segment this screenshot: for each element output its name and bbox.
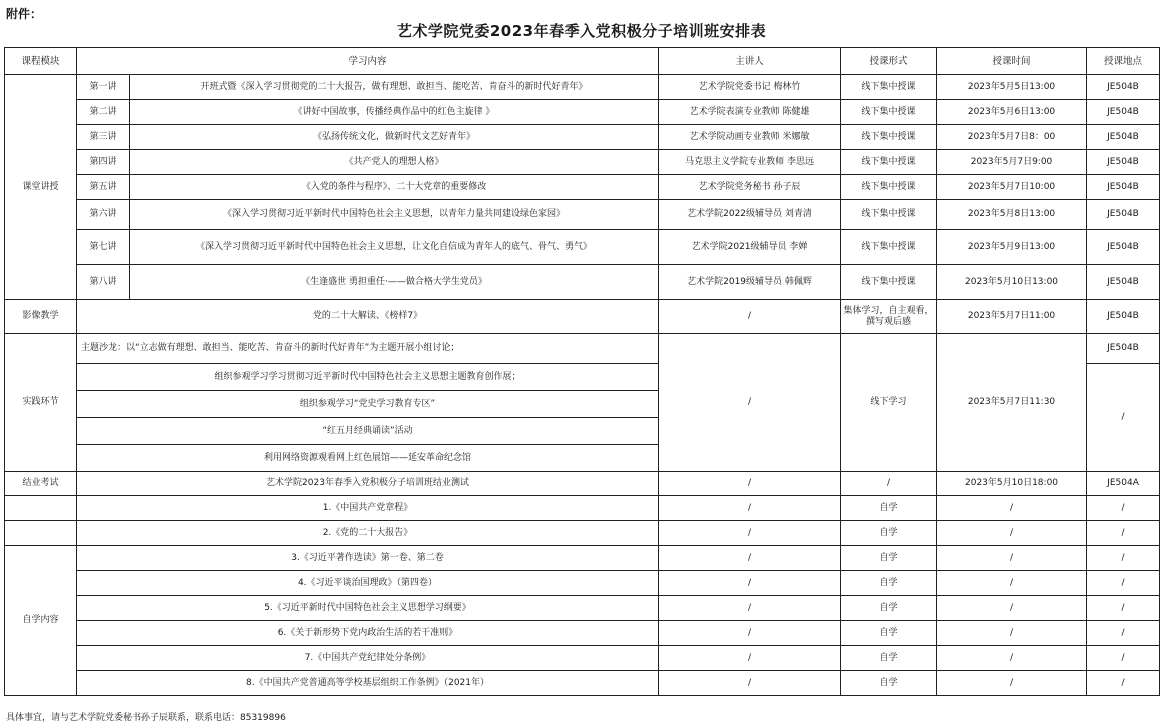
lecture-form: 线下集中授课 [841,100,937,125]
header-content: 学习内容 [77,48,659,75]
header-form: 授课形式 [841,48,937,75]
lecture-place: JE504B [1087,150,1160,175]
table-row [5,175,1160,200]
table-row [5,125,1160,150]
practice-form: 线下学习 [841,334,937,472]
contact-note: 具体事宜，请与艺术学院党委秘书孙子辰联系，联系电话：85319896 [6,713,286,723]
self-study-place: / [1087,596,1160,621]
self-study-place: / [1087,521,1160,546]
table-row [5,671,1160,696]
lecture-content: 《深入学习贯彻习近平新时代中国特色社会主义思想，以青年力量共同建设绿色家园》 [130,200,659,230]
self-study-speaker: / [659,496,841,521]
lecture-number: 第八讲 [77,265,130,300]
table-row [5,571,1160,596]
self-study-speaker: / [659,571,841,596]
lecture-place: JE504B [1087,200,1160,230]
table-row [5,150,1160,175]
self-study-time: / [937,621,1087,646]
self-study-place: / [1087,671,1160,696]
lecture-form: 线下集中授课 [841,230,937,265]
lecture-speaker: 艺术学院表演专业教师 陈健雄 [659,100,841,125]
table-row [5,265,1160,300]
header-module: 课程模块 [5,48,77,75]
self-study-place: / [1087,546,1160,571]
module-video: 影像教学 [5,300,77,334]
lecture-form: 线下集中授课 [841,75,937,100]
lecture-time: 2023年5月7日8：00 [937,125,1087,150]
practice-speaker: / [659,334,841,472]
lecture-speaker: 艺术学院动画专业教师 米娜敏 [659,125,841,150]
video-time: 2023年5月7日11:00 [937,300,1087,334]
self-study-form: 自学 [841,546,937,571]
lecture-speaker: 艺术学院2021级辅导员 李婵 [659,230,841,265]
self-study-speaker: / [659,596,841,621]
lecture-time: 2023年5月7日10:00 [937,175,1087,200]
lecture-time: 2023年5月5日13:00 [937,75,1087,100]
table-row [5,621,1160,646]
self-study-form: 自学 [841,571,937,596]
self-study-place: / [1087,496,1160,521]
practice-item: 组织参观学习“党史学习教育专区” [77,391,659,418]
self-study-place: / [1087,646,1160,671]
lecture-number: 第五讲 [77,175,130,200]
table-row [5,521,1160,546]
exam-form: / [841,472,937,496]
module-empty [5,496,77,521]
lecture-speaker: 艺术学院党务秘书 孙子辰 [659,175,841,200]
lecture-content: 《讲好中国故事，传播经典作品中的红色主旋律 》 [130,100,659,125]
table-row [5,646,1160,671]
self-study-form: 自学 [841,671,937,696]
practice-item: “红五月经典诵读”活动 [77,418,659,445]
lecture-number: 第七讲 [77,230,130,265]
exam-time: 2023年5月10日18:00 [937,472,1087,496]
lecture-place: JE504B [1087,75,1160,100]
table-row [5,472,1160,496]
lecture-number: 第六讲 [77,200,130,230]
self-study-speaker: / [659,546,841,571]
practice-item: 利用网络资源观看网上红色展馆——延安革命纪念馆 [77,445,659,472]
practice-time: 2023年5月7日11:30 [937,334,1087,472]
self-study-speaker: / [659,621,841,646]
lecture-speaker: 马克思主义学院专业教师 李思远 [659,150,841,175]
video-place: JE504B [1087,300,1160,334]
self-study-content: 4.《习近平谈治国理政》（第四卷） [77,571,659,596]
video-content: 党的二十大解读、《榜样7》 [77,300,659,334]
self-study-content: 7.《中国共产党纪律处分条例》 [77,646,659,671]
table-row [5,546,1160,571]
self-study-time: / [937,596,1087,621]
lecture-time: 2023年5月10日13:00 [937,265,1087,300]
module-lecture: 课堂讲授 [5,75,77,300]
lecture-place: JE504B [1087,175,1160,200]
self-study-content: 1.《中国共产党章程》 [77,496,659,521]
table-row [5,334,1160,364]
lecture-number: 第三讲 [77,125,130,150]
lecture-content: 《深入学习贯彻习近平新时代中国特色社会主义思想，让文化自信成为青年人的底气、骨气、勇气》 [130,230,659,265]
module-exam: 结业考试 [5,472,77,496]
attachment-label: 附件： [6,7,43,21]
self-study-time: / [937,646,1087,671]
table-row [5,200,1160,230]
lecture-form: 线下集中授课 [841,150,937,175]
self-study-content: 2.《党的二十大报告》 [77,521,659,546]
self-study-speaker: / [659,646,841,671]
self-study-time: / [937,496,1087,521]
lecture-place: JE504B [1087,125,1160,150]
practice-place: / [1087,364,1160,472]
self-study-speaker: / [659,521,841,546]
practice-item: 组织参观学习学习贯彻习近平新时代中国特色社会主义思想主题教育创作展； [77,364,659,391]
self-study-form: 自学 [841,646,937,671]
video-speaker: / [659,300,841,334]
table-row [5,496,1160,521]
lecture-form: 线下集中授课 [841,125,937,150]
table-row [5,75,1160,100]
header-time: 授课时间 [937,48,1087,75]
lecture-content: 《生逢盛世 勇担重任·——做合格大学生党员》 [130,265,659,300]
lecture-speaker: 艺术学院党委书记 梅林竹 [659,75,841,100]
lecture-form: 线下集中授课 [841,265,937,300]
self-study-time: / [937,546,1087,571]
lecture-content: 《入党的条件与程序》、二十大党章的重要修改 [130,175,659,200]
self-study-time: / [937,521,1087,546]
table-row [5,596,1160,621]
exam-place: JE504A [1087,472,1160,496]
self-study-content: 8.《中国共产党普通高等学校基层组织工作条例》（2021年） [77,671,659,696]
self-study-form: 自学 [841,521,937,546]
self-study-time: / [937,571,1087,596]
table-row [5,100,1160,125]
lecture-speaker: 艺术学院2019级辅导员 韩佩辉 [659,265,841,300]
module-self-study: 自学内容 [5,546,77,696]
self-study-form: 自学 [841,496,937,521]
self-study-content: 5.《习近平新时代中国特色社会主义思想学习纲要》 [77,596,659,621]
practice-item: 主题沙龙：以“立志做有理想、敢担当、能吃苦、肯奋斗的新时代好青年”为主题开展小组讨论； [77,334,659,364]
self-study-content: 3.《习近平著作选读》第一卷、第二卷 [77,546,659,571]
module-empty [5,521,77,546]
table-row [5,230,1160,265]
lecture-place: JE504B [1087,265,1160,300]
lecture-content: 《弘扬传统文化，做新时代文艺好青年》 [130,125,659,150]
self-study-content: 6.《关于新形势下党内政治生活的若干准则》 [77,621,659,646]
table-row [5,300,1160,334]
lecture-time: 2023年5月6日13:00 [937,100,1087,125]
lecture-number: 第一讲 [77,75,130,100]
lecture-time: 2023年5月7日9:00 [937,150,1087,175]
header-speaker: 主讲人 [659,48,841,75]
lecture-time: 2023年5月9日13:00 [937,230,1087,265]
practice-place: JE504B [1087,334,1160,364]
lecture-form: 线下集中授课 [841,175,937,200]
self-study-place: / [1087,621,1160,646]
lecture-time: 2023年5月8日13:00 [937,200,1087,230]
lecture-form: 线下集中授课 [841,200,937,230]
lecture-place: JE504B [1087,230,1160,265]
self-study-form: 自学 [841,596,937,621]
self-study-time: / [937,671,1087,696]
video-form: 集体学习，自主观看，撰写观后感 [841,300,937,334]
lecture-speaker: 艺术学院2022级辅导员 刘青清 [659,200,841,230]
lecture-number: 第四讲 [77,150,130,175]
exam-speaker: / [659,472,841,496]
header-place: 授课地点 [1087,48,1160,75]
schedule-table [4,47,1160,696]
header-row [5,48,1160,75]
lecture-place: JE504B [1087,100,1160,125]
module-practice: 实践环节 [5,334,77,472]
page-title: 艺术学院党委2023年春季入党积极分子培训班安排表 [396,22,767,40]
lecture-number: 第二讲 [77,100,130,125]
self-study-place: / [1087,571,1160,596]
exam-content: 艺术学院2023年春季入党积极分子培训班结业测试 [77,472,659,496]
lecture-content: 《共产党人的理想人格》 [130,150,659,175]
lecture-content: 开班式暨《深入学习贯彻党的二十大报告，做有理想、敢担当、能吃苦、肯奋斗的新时代好青年》 [130,75,659,100]
self-study-form: 自学 [841,621,937,646]
self-study-speaker: / [659,671,841,696]
